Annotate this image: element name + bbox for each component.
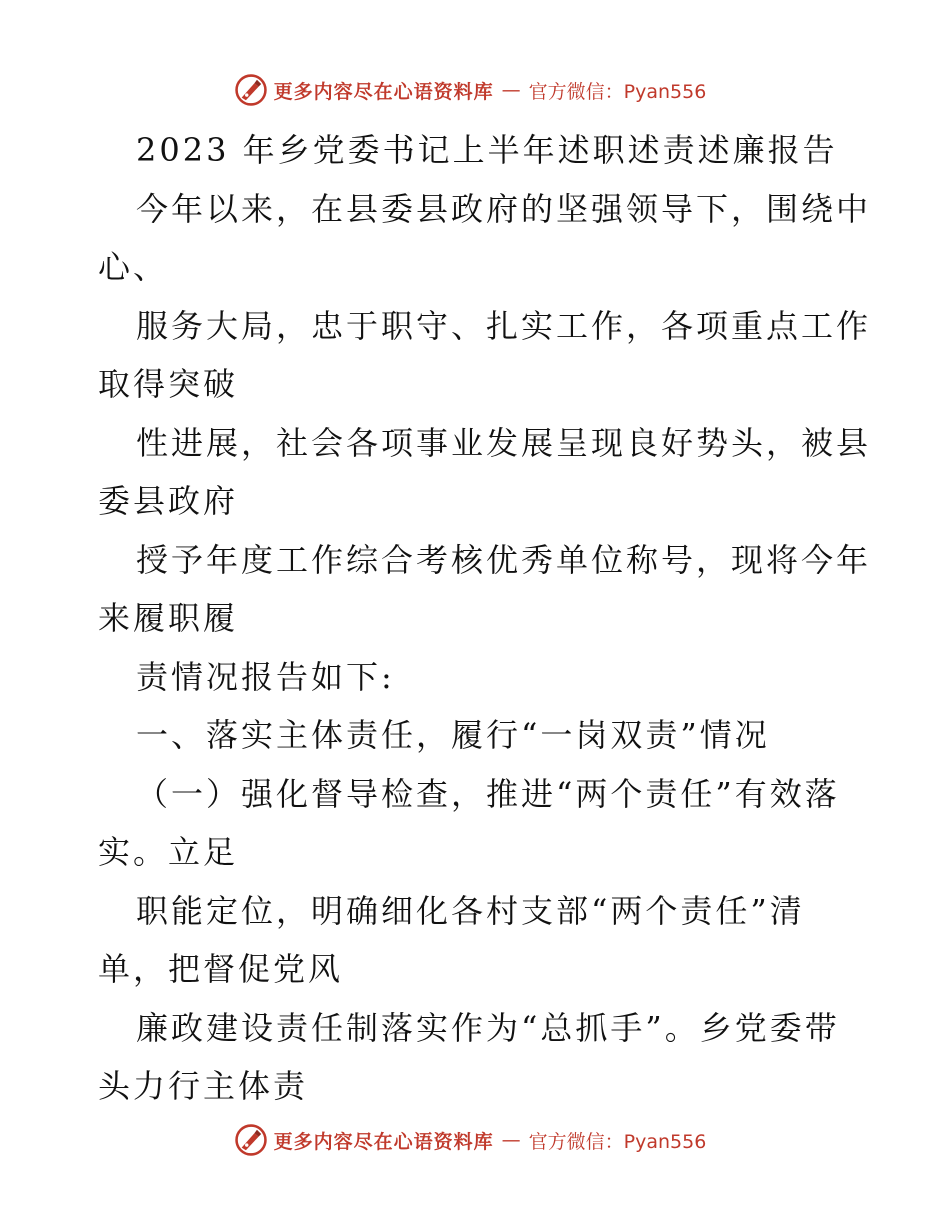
text-line: 实。立足: [98, 833, 239, 871]
text-line: 授予年度工作综合考核优秀单位称号，现将今年: [136, 540, 872, 579]
watermark-separator: —: [501, 79, 521, 101]
text-line: 责情况报告如下:: [136, 657, 395, 696]
text-line: 廉政建设责任制落实作为“总抓手”。乡党委带: [136, 1008, 840, 1047]
text-line: 职能定位，明确细化各村支部“两个责任”清: [136, 891, 805, 930]
text-line: 心、: [98, 248, 169, 286]
text-line: 委县政府: [98, 482, 239, 520]
text-line: 取得突破: [98, 365, 239, 403]
text-line: 一、落实主体责任，履行“一岗双责”情况: [136, 716, 770, 754]
text-line: 今年以来，在县委县政府的坚强领导下，围绕中: [136, 189, 872, 228]
watermark-text: 更多内容尽在心语资料库: [273, 80, 494, 103]
watermark-contact: 官方微信：Pyan556: [528, 80, 707, 103]
watermark-text: 更多内容尽在心语资料库: [273, 1130, 494, 1153]
text-line: 单，把督促党风: [98, 950, 344, 988]
pen-logo-icon: [234, 1123, 268, 1157]
text-line: 来履职履: [98, 599, 239, 637]
text-line: （一）强化督导检查，推进“两个责任”有效落: [136, 774, 840, 813]
text-line: 服务大局，忠于职守、扎实工作，各项重点工作: [136, 306, 872, 345]
text-line: 性进展，社会各项事业发展呈现良好势头，被县: [136, 423, 872, 462]
watermark-separator: —: [501, 1129, 521, 1151]
watermark-contact: 官方微信：Pyan556: [528, 1130, 707, 1153]
footer-watermark: [0, 1118, 950, 1162]
text-line: 头力行主体责: [98, 1067, 309, 1105]
document-body: [98, 121, 872, 1116]
header-watermark: [0, 68, 950, 112]
pen-logo-icon: [234, 73, 268, 107]
document-title: 2023 年乡党委书记上半年述职述责述廉报告: [136, 131, 838, 169]
